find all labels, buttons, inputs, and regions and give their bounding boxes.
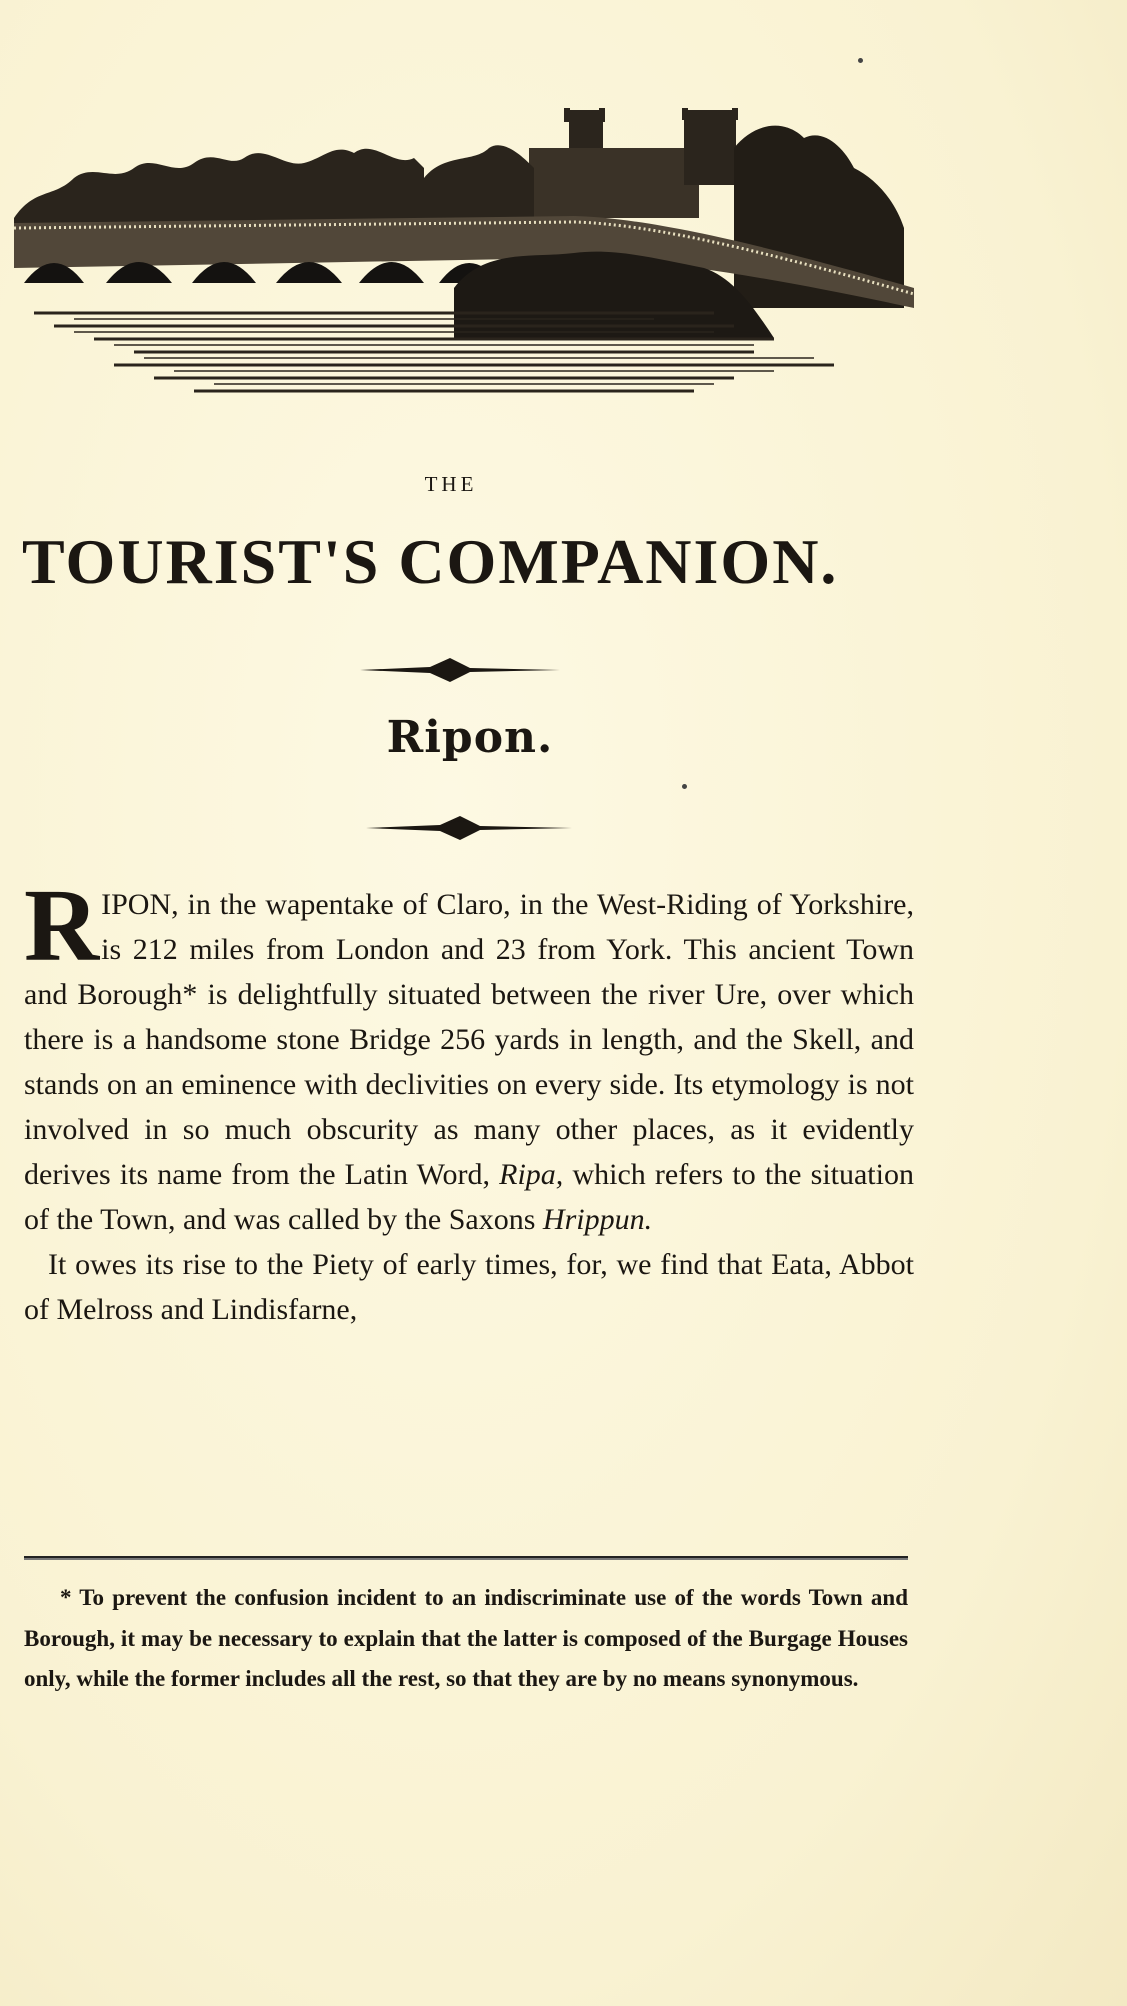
body-text xyxy=(24,868,914,1332)
ink-speck xyxy=(682,784,687,789)
footnote-text: To prevent the confusion incident to an indiscriminate use of the words Town and Borough, it may be necessary to explain that the latter is composed of the Burgage Houses only, while the former includes all the rest, so that they are by no means synonymous. xyxy=(24,1585,908,1691)
ink-speck xyxy=(858,58,863,63)
paragraph-1-part-a: IPON, in the wapentake of Claro, in the West-Riding of Yorkshire, is 212 miles from London and 23 from York. This ancient Town and Borough xyxy=(24,888,914,1011)
drop-cap: R xyxy=(24,868,100,983)
ornament-divider-bottom xyxy=(366,810,572,846)
section-title: Ripon. xyxy=(386,712,554,763)
footnote-reference: * xyxy=(182,978,198,1011)
ripon-bridge-engraving xyxy=(14,108,916,408)
paragraph-2: It owes its rise to the Piety of early times, for, we find that Eata, Abbot of Melross and Lindisfarne, xyxy=(24,1248,914,1326)
small-title: THE xyxy=(424,472,478,496)
main-title: TOURIST'S COMPANION. xyxy=(22,526,839,597)
saxon-name: Hrippun. xyxy=(542,1203,653,1236)
paragraph-1-part-b: is delightfully situated between the river Ure, over which there is a handsome stone Bridge 256 yards in length, and the Skell, and stands on an eminence with declivities on every side. Its etymology is not involved in so much obscurity as many other places, as it evidently derives its name from the Latin Word, xyxy=(24,978,914,1191)
latin-word: Ripa, xyxy=(499,1158,564,1191)
footnote xyxy=(24,1578,908,1700)
ornament-divider-top xyxy=(360,652,560,688)
paragraph-1 xyxy=(24,868,914,1242)
footnote-mark: * xyxy=(60,1585,72,1610)
footnote-rule xyxy=(24,1556,908,1558)
paragraph-1-part-c: which refers to the situation of the Town, and was called by the Saxons xyxy=(24,1158,914,1236)
